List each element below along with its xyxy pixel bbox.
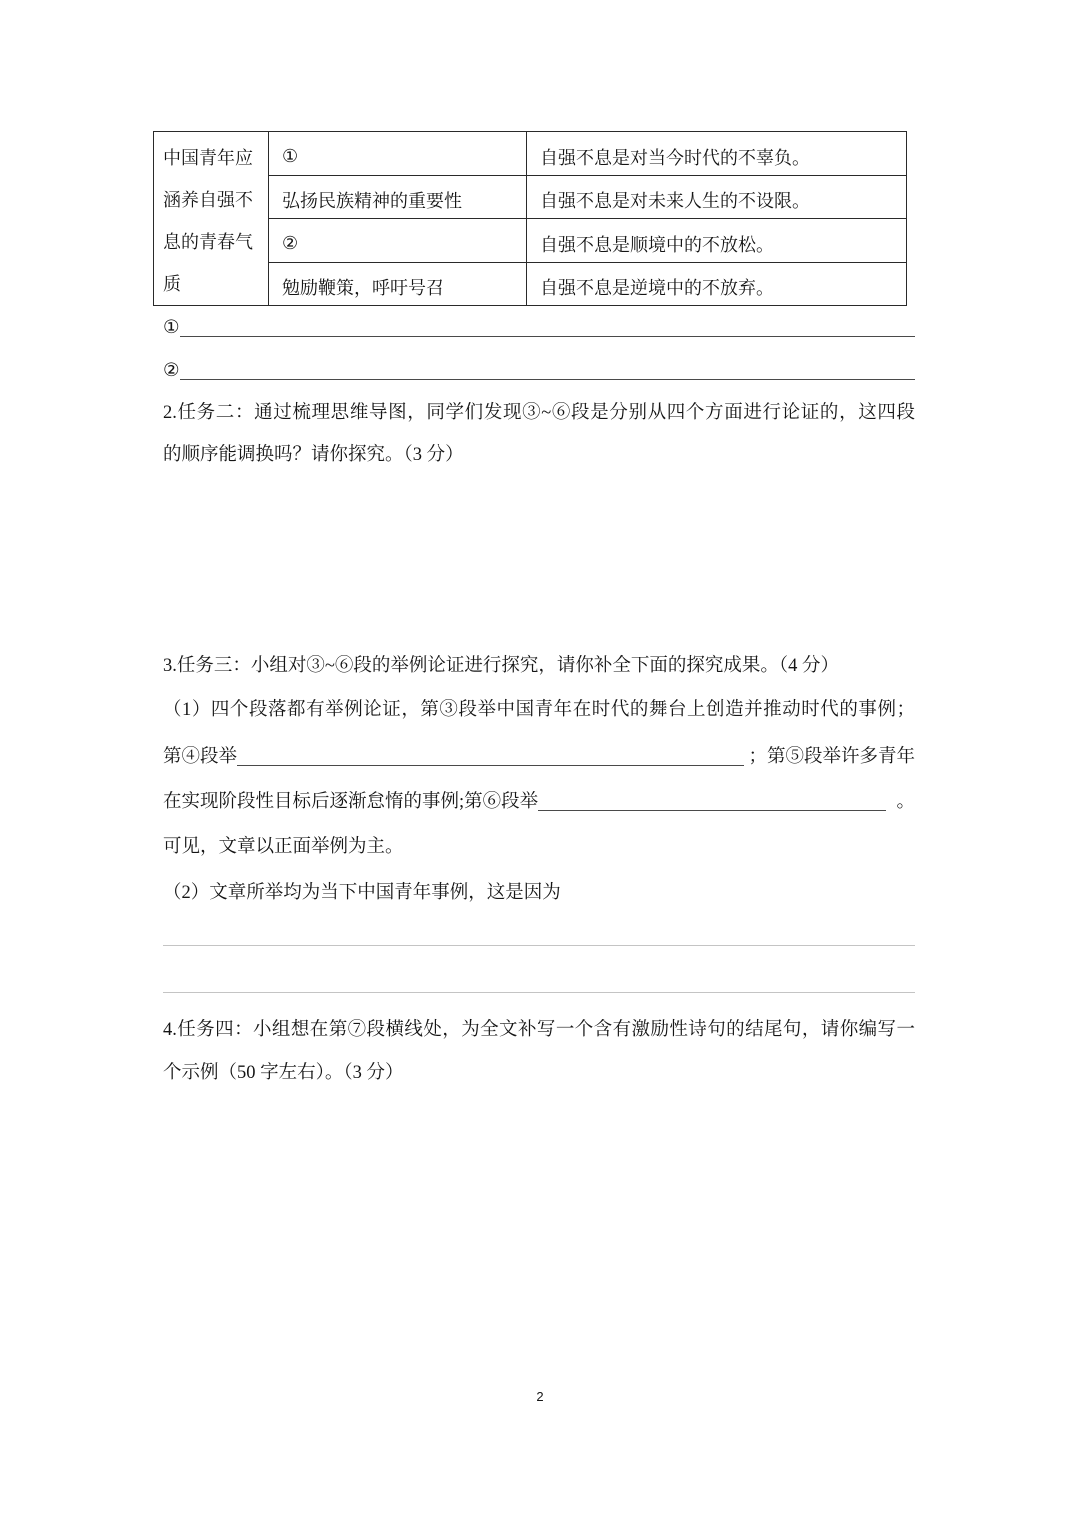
question3-part1-line3 xyxy=(163,789,915,815)
question3-blank-paragraph6 xyxy=(538,789,886,811)
question2-line1: 2.任务二：通过梳理思维导图，同学们发现③~⑥段是分别从四个方面进行论证的，这四段 xyxy=(163,403,915,423)
table-heading-cell xyxy=(154,132,269,306)
table-cell-right: 自强不息是顺境中的不放松。 xyxy=(527,219,907,263)
answer-blank-2 xyxy=(180,358,915,380)
heading-line: 息的青春气 xyxy=(163,232,253,252)
table-cell-middle: ① xyxy=(269,132,527,176)
question3-part2-line1: （2）文章所举均为当下中国青年事例，这是因为 xyxy=(163,883,561,903)
question3-part1-line4: 可见，文章以正面举例为主。 xyxy=(163,837,404,857)
question3-part1-line2-start: 第④段举 xyxy=(163,747,238,767)
question3-part1-line3-start: 在实现阶段性目标后逐渐怠惰的事例;第⑥段举 xyxy=(163,792,539,812)
question3-part1-line1: （1）四个段落都有举例论证，第③段举中国青年在时代的舞台上创造并推动时代的事例； xyxy=(163,700,915,720)
question3-line1: 3.任务三：小组对③~⑥段的举例论证进行探究，请你补全下面的探究成果。（4 分） xyxy=(163,656,840,676)
question3-part1-line2 xyxy=(163,744,915,770)
question3-part1-line3-end: 。 xyxy=(896,792,915,812)
question3-answer-rule-2 xyxy=(163,992,915,993)
table-row xyxy=(154,132,907,176)
table-cell-right: 自强不息是逆境中的不放弃。 xyxy=(527,263,907,306)
question3-answer-rule-1 xyxy=(163,945,915,946)
table-cell-middle: ② xyxy=(269,219,527,263)
answer-marker-2: ② xyxy=(163,361,180,381)
answer-marker-1: ① xyxy=(163,318,180,338)
heading-line: 涵养自强不 xyxy=(163,190,253,210)
answer-blank-1 xyxy=(180,315,915,337)
table-cell-middle: 勉励鞭策，呼吁号召 xyxy=(269,263,527,306)
question2-line2: 的顺序能调换吗？请你探究。（3 分） xyxy=(163,445,464,465)
heading-line: 质 xyxy=(163,274,181,294)
table-cell-middle: 弘扬民族精神的重要性 xyxy=(269,176,527,219)
answer-line-2 xyxy=(163,358,915,384)
heading-line: 中国青年应 xyxy=(163,148,253,168)
answer-line-1 xyxy=(163,315,915,341)
question4-line2: 个示例（50 字左右）。（3 分） xyxy=(163,1063,404,1083)
table-cell-right: 自强不息是对当今时代的不辜负。 xyxy=(527,132,907,176)
task-table xyxy=(153,131,907,306)
table-cell-right: 自强不息是对未来人生的不设限。 xyxy=(527,176,907,219)
question3-part1-line2-end: ；第⑤段举许多青年 xyxy=(748,747,915,767)
page-number: 2 xyxy=(536,1389,544,1404)
question4-line1: 4.任务四：小组想在第⑦段横线处，为全文补写一个含有激励性诗句的结尾句，请你编写一 xyxy=(163,1020,915,1040)
question3-blank-paragraph4 xyxy=(237,744,744,766)
